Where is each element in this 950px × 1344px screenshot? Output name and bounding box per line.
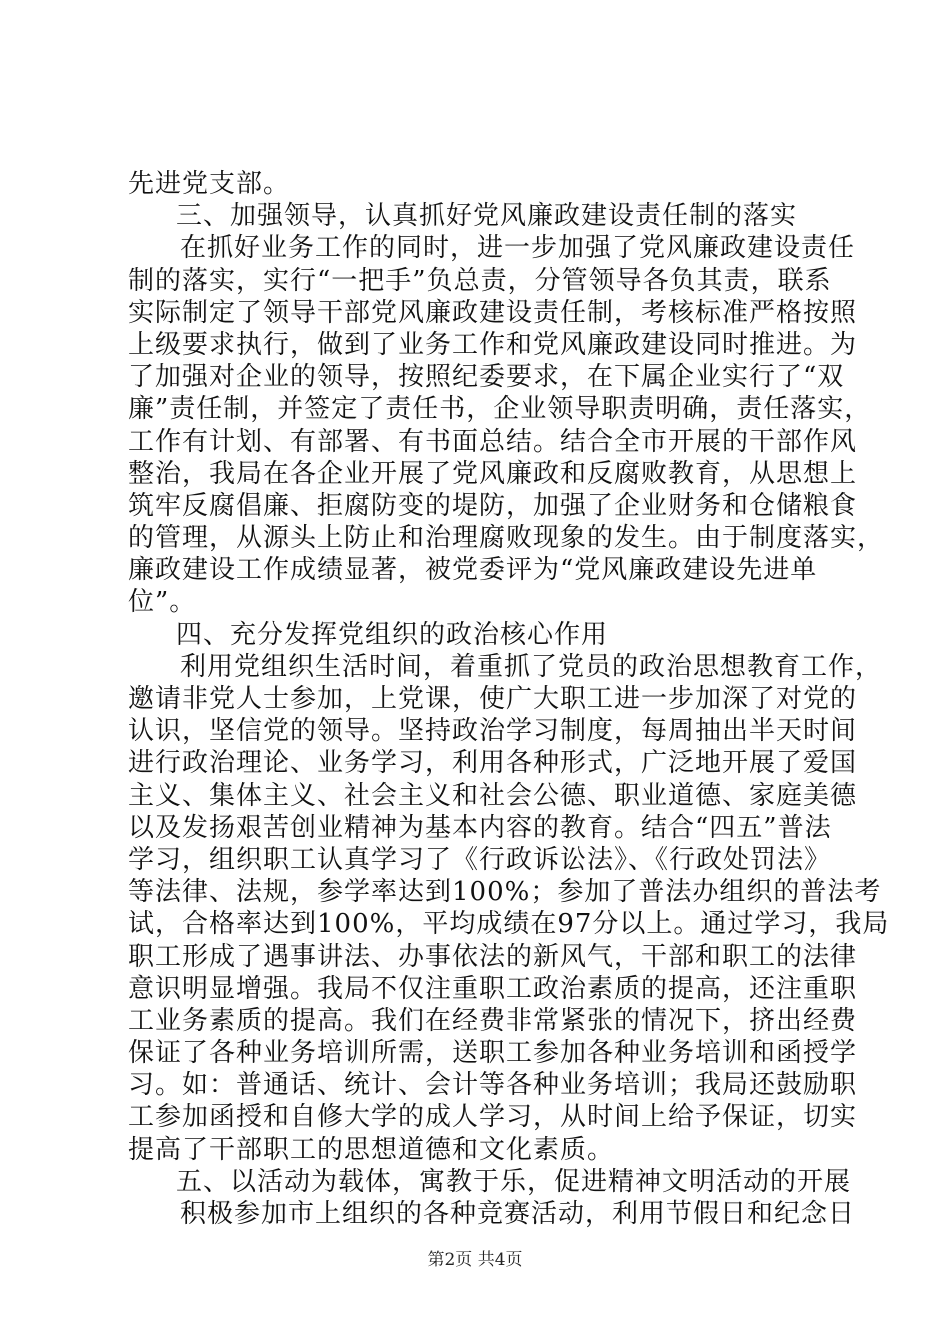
paragraph-line: 先进党支部。 (128, 169, 291, 199)
paragraph-line: 试，合格率达到100%，平均成绩在97分以上。通过学习，我局 (128, 909, 890, 940)
paragraph-line: 主义、集体主义、社会主义和社会公德、职业道德、家庭美德 (128, 780, 858, 811)
paragraph-line: 保证了各种业务培训所需，送职工参加各种业务培训和函授学 (128, 1038, 858, 1069)
page-footer: 第2页 共4页 (427, 1250, 523, 1270)
paragraph-line: 在抓好业务工作的同时，进一步加强了党风廉政建设责任 (180, 233, 856, 264)
paragraph-line: 以及发扬艰苦创业精神为基本内容的教育。结合“四五”普法 (128, 812, 832, 843)
paragraph-line: 工参加函授和自修大学的成人学习，从时间上给予保证，切实 (128, 1102, 858, 1133)
paragraph-line: 制的落实，实行“一把手”负总责，分管领导各负其责，联系 (128, 265, 832, 296)
paragraph-line: 实际制定了领导干部党风廉政建设责任制，考核标准严格按照 (128, 297, 858, 328)
paragraph-line: 等法律、法规，参学率达到100%；参加了普法办组织的普法考 (128, 877, 882, 908)
paragraph-line: 的管理，从源头上防止和治理腐败现象的发生。由于制度落实， (128, 523, 885, 554)
paragraph-line: 工作有计划、有部署、有书面总结。结合全市开展的干部作风 (128, 426, 858, 457)
section-heading: 四、充分发挥党组织的政治核心作用 (176, 619, 609, 650)
paragraph-line: 廉政建设工作成绩显著，被党委评为“党风廉政建设先进单 (128, 555, 818, 586)
paragraph-line: 进行政治理论、业务学习，利用各种形式，广泛地开展了爱国 (128, 748, 858, 779)
paragraph-line: 学习，组织职工认真学习了《行政诉讼法》、《行政处罚法》 (128, 844, 832, 875)
paragraph-line: 习。如：普通话、统计、会计等各种业务培训；我局还鼓励职 (128, 1070, 858, 1101)
paragraph-line: 认识，坚信党的领导。坚持政治学习制度，每周抽出半天时间 (128, 716, 858, 747)
paragraph-line: 职工形成了遇事讲法、办事依法的新风气，干部和职工的法律 (128, 941, 858, 972)
paragraph-line: 利用党组织生活时间，着重抓了党员的政治思想教育工作， (180, 651, 883, 682)
paragraph-line: 了加强对企业的领导，按照纪委要求，在下属企业实行了“双 (128, 362, 845, 393)
section-heading: 三、加强领导，认真抓好党风廉政建设责任制的落实 (176, 201, 798, 232)
section-heading: 五、以活动为载体，寓教于乐，促进精神文明活动的开展 (176, 1166, 852, 1197)
paragraph-line: 邀请非党人士参加，上党课，使广大职工进一步加深了对党的 (128, 684, 858, 714)
paragraph-line: 积极参加市上组织的各种竞赛活动，利用节假日和纪念日 (180, 1199, 856, 1229)
paragraph-line: 上级要求执行，做到了业务工作和党风廉政建设同时推进。为 (128, 329, 858, 360)
document-body (128, 168, 890, 1230)
paragraph-line: 提高了干部职工的思想道德和文化素质。 (128, 1134, 615, 1165)
paragraph-line: 整治，我局在各企业开展了党风廉政和反腐败教育，从思想上 (128, 458, 858, 489)
paragraph-line: 工业务素质的提高。我们在经费非常紧张的情况下，挤出经费 (128, 1005, 858, 1036)
paragraph-line: 廉”责任制，并签定了责任书，企业领导职责明确，责任落实， (128, 394, 872, 425)
paragraph-line: 位”。 (128, 587, 197, 618)
paragraph-line: 筑牢反腐倡廉、拒腐防变的堤防，加强了企业财务和仓储粮食 (128, 490, 858, 521)
paragraph-line: 意识明显增强。我局不仅注重职工政治素质的提高，还注重职 (128, 973, 858, 1004)
